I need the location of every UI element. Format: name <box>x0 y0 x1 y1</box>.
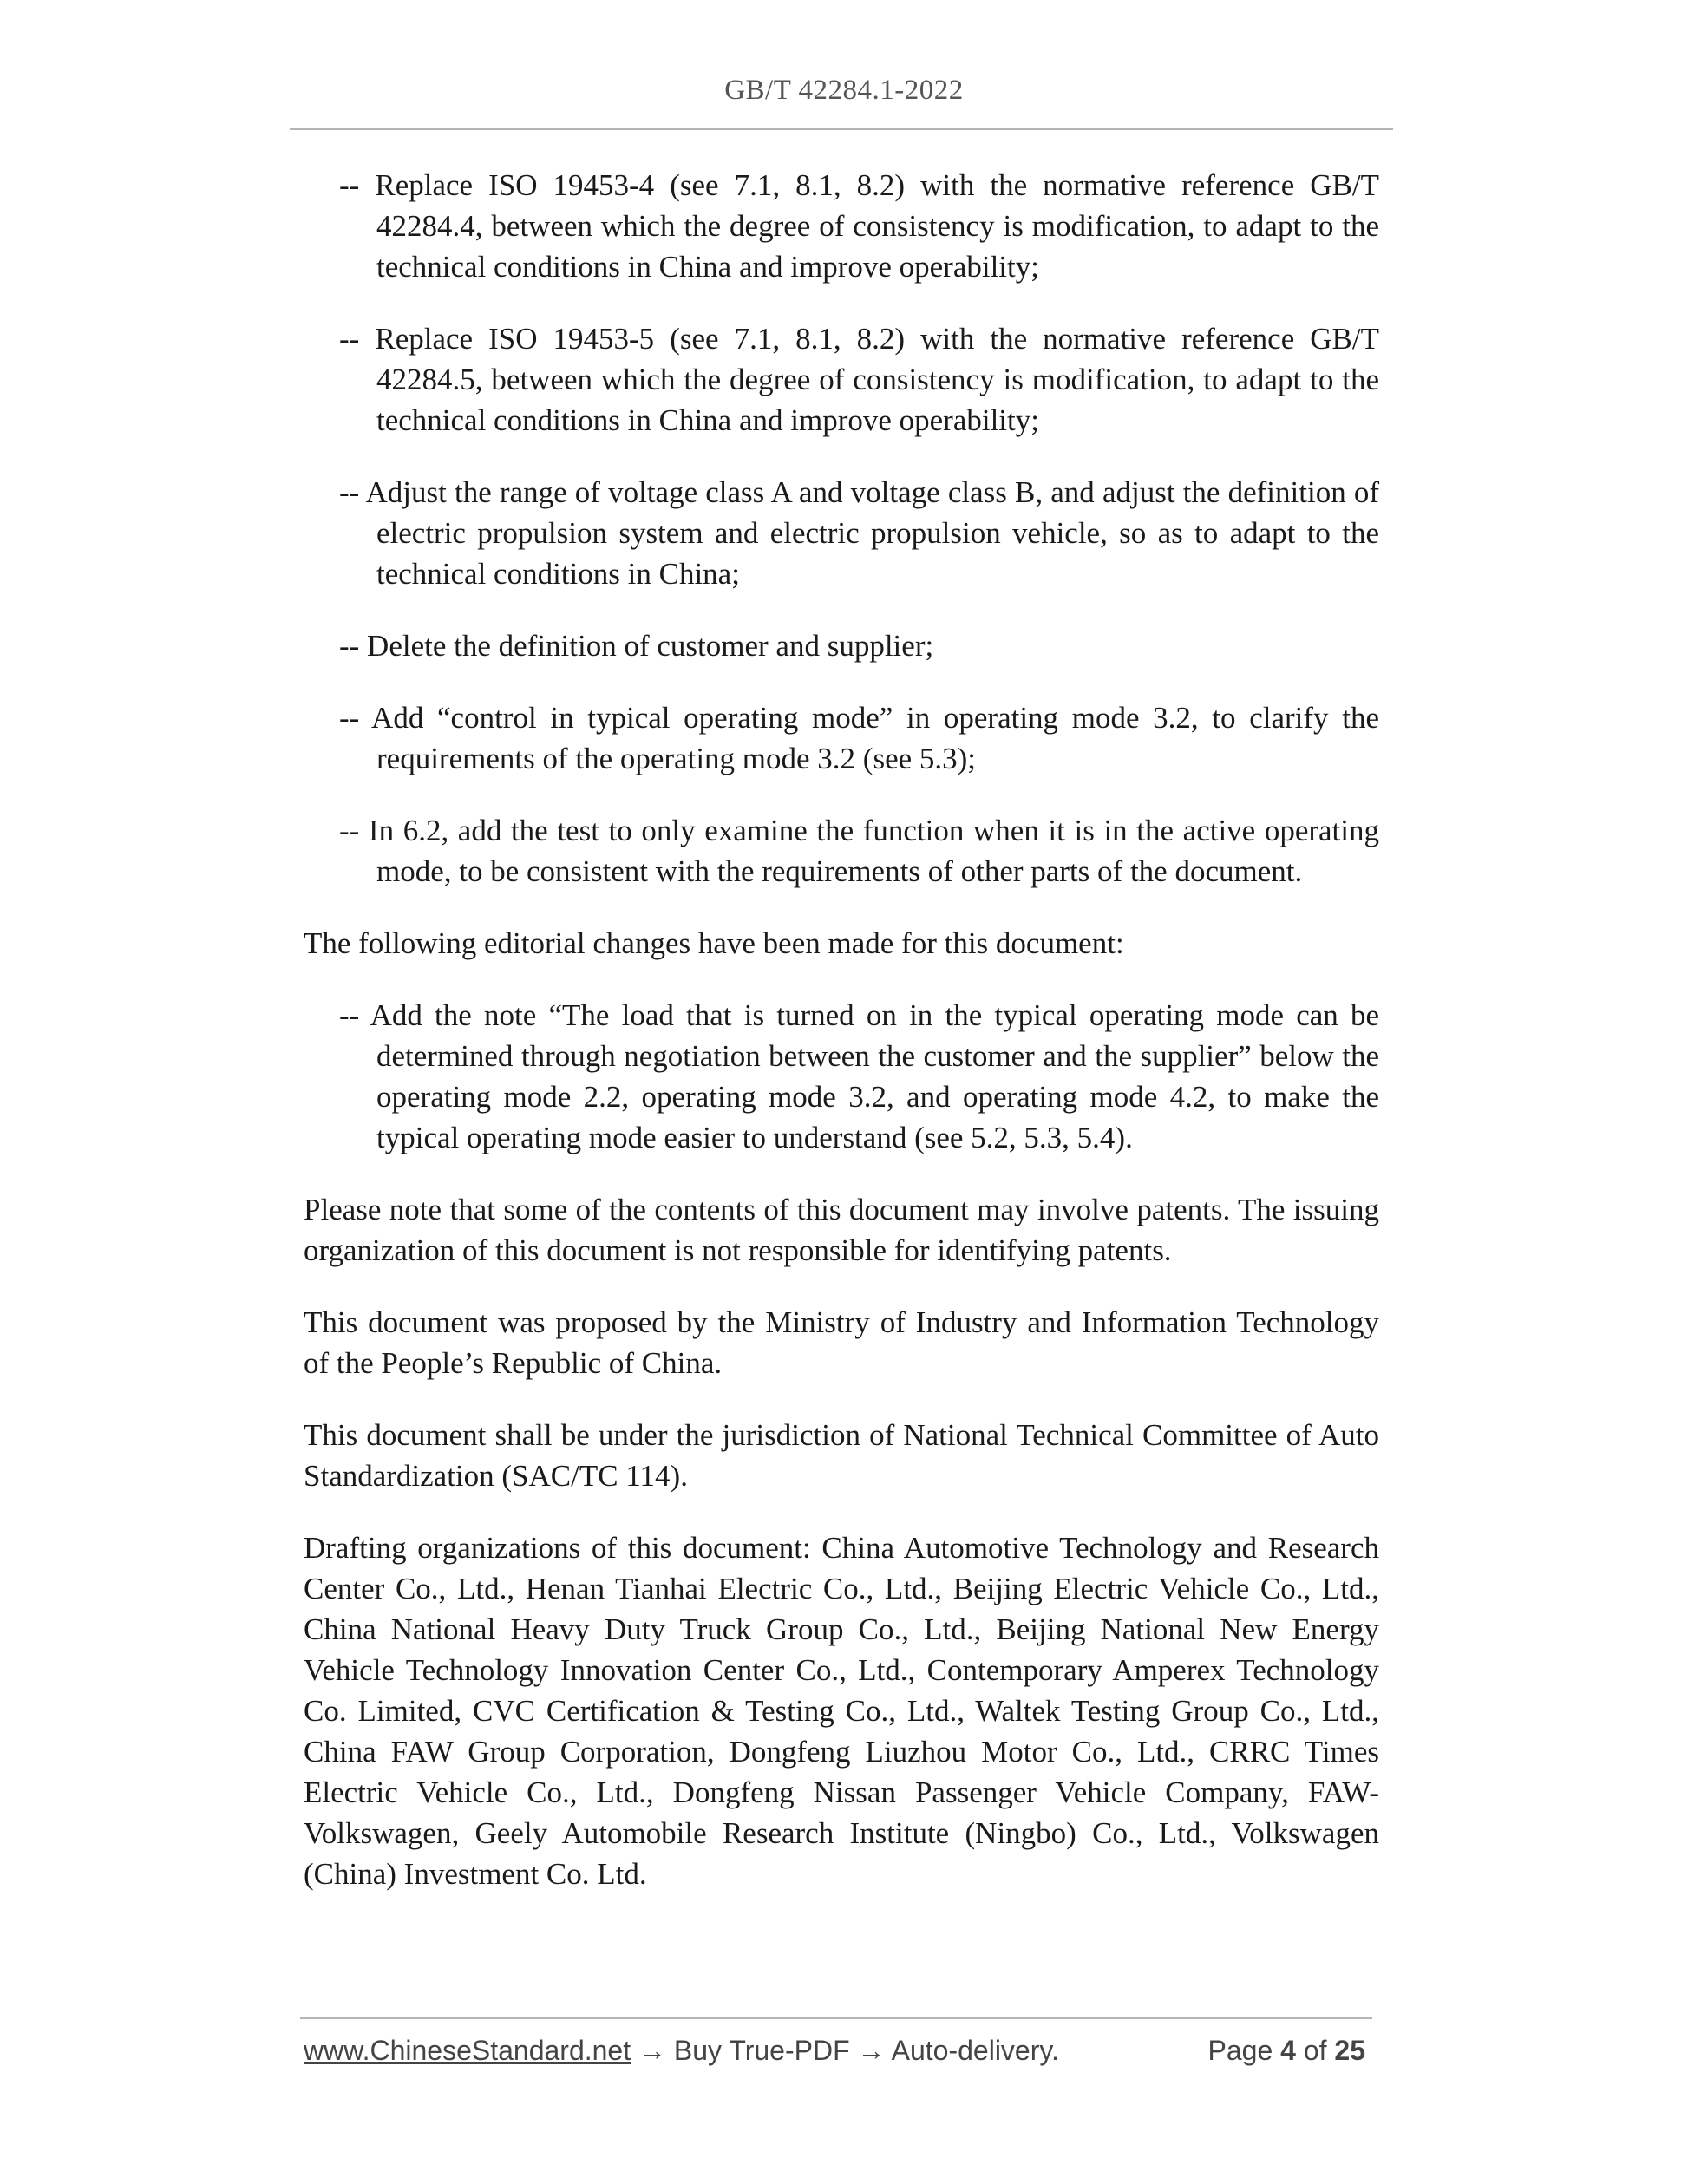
change-item-iso-19453-5: -- Replace ISO 19453-5 (see 7.1, 8.1, 8.2) with the normative reference GB/T 42284.5, between which the degree of consistency is modification, to adapt to the technical conditions in China and improve operability; <box>339 322 1379 437</box>
patent-notice: Please note that some of the contents of this document may involve patents. The issuing organization of this document is not responsible for identifying patents. <box>304 1193 1379 1267</box>
page-total: 25 <box>1334 2035 1365 2066</box>
page-of-label: of <box>1295 2035 1335 2066</box>
change-item-iso-19453-4: -- Replace ISO 19453-4 (see 7.1, 8.1, 8.2) with the normative reference GB/T 42284.4, between which the degree of consistency is modification, to adapt to the technical conditions in China and improve operability; <box>339 168 1379 284</box>
footer-promo <box>304 2035 1059 2067</box>
arrow-icon: → <box>849 2035 892 2066</box>
document-body <box>304 165 1379 1926</box>
delivery-text: Auto-delivery. <box>891 2035 1059 2066</box>
page-label: Page <box>1207 2035 1281 2066</box>
page-current: 4 <box>1280 2035 1296 2066</box>
change-item-voltage-class: -- Adjust the range of voltage class A and voltage class B, and adjust the definition of electric propulsion system and electric propulsion vehicle, so as to adapt to the technical conditions in China; <box>339 475 1379 591</box>
change-item-delete-definition: -- Delete the definition of customer and supplier; <box>339 629 934 663</box>
editorial-item-note: -- Add the note “The load that is turned on in the typical operating mode can be determined through negotiation between the customer and the supplier” below the operating mode 2.2, operating mode 3.2, and operating mode 4.2, to make the typical operating mode easier to understand (see 5.2, 5.3, 5.4). <box>339 998 1379 1154</box>
drafting-organizations-paragraph: Drafting organizations of this document: China Automotive Technology and Research Center Co., Ltd., Henan Tianhai Electric Co., Ltd., Beijing Electric Vehicle Co., Ltd., China National Heavy Duty Truck Group Co., Ltd., Beijing National New Energy Vehicle Technology Innovation Center Co., Ltd., Contemporary Amperex Technology Co. Limited, CVC Certification & Testing Co., Ltd., Waltek Testing Group Co., Ltd., China FAW Group Corporation, Dongfeng Liuzhou Motor Co., Ltd., CRRC Times Electric Vehicle Co., Ltd., Dongfeng Nissan Passenger Vehicle Company, FAW-Volkswagen, Geely Automobile Research Institute (Ningbo) Co., Ltd., Volkswagen (China) Investment Co. Ltd. <box>304 1531 1379 1891</box>
page-indicator <box>1208 2035 1365 2067</box>
editorial-changes-intro: The following editorial changes have been made for this document: <box>304 926 1124 960</box>
jurisdiction-paragraph: This document shall be under the jurisdiction of National Technical Committee of Auto Standardization (SAC/TC 114). <box>304 1418 1379 1493</box>
header-divider <box>290 128 1393 130</box>
document-code: GB/T 42284.1-2022 <box>724 75 964 106</box>
arrow-icon: → <box>631 2035 674 2066</box>
change-item-test-6-2: -- In 6.2, add the test to only examine the function when it is in the active operating mode, to be consistent with the requirements of other parts of the document. <box>339 814 1379 888</box>
buy-text: Buy True-PDF <box>673 2035 850 2066</box>
website-link[interactable]: www.ChineseStandard.net <box>304 2035 631 2066</box>
footer-divider <box>300 2017 1372 2019</box>
proposer-paragraph: This document was proposed by the Ministry of Industry and Information Technology of the People’s Republic of China. <box>304 1305 1379 1380</box>
change-item-control-mode: -- Add “control in typical operating mode” in operating mode 3.2, to clarify the requirements of the operating mode 3.2 (see 5.3); <box>339 701 1379 775</box>
